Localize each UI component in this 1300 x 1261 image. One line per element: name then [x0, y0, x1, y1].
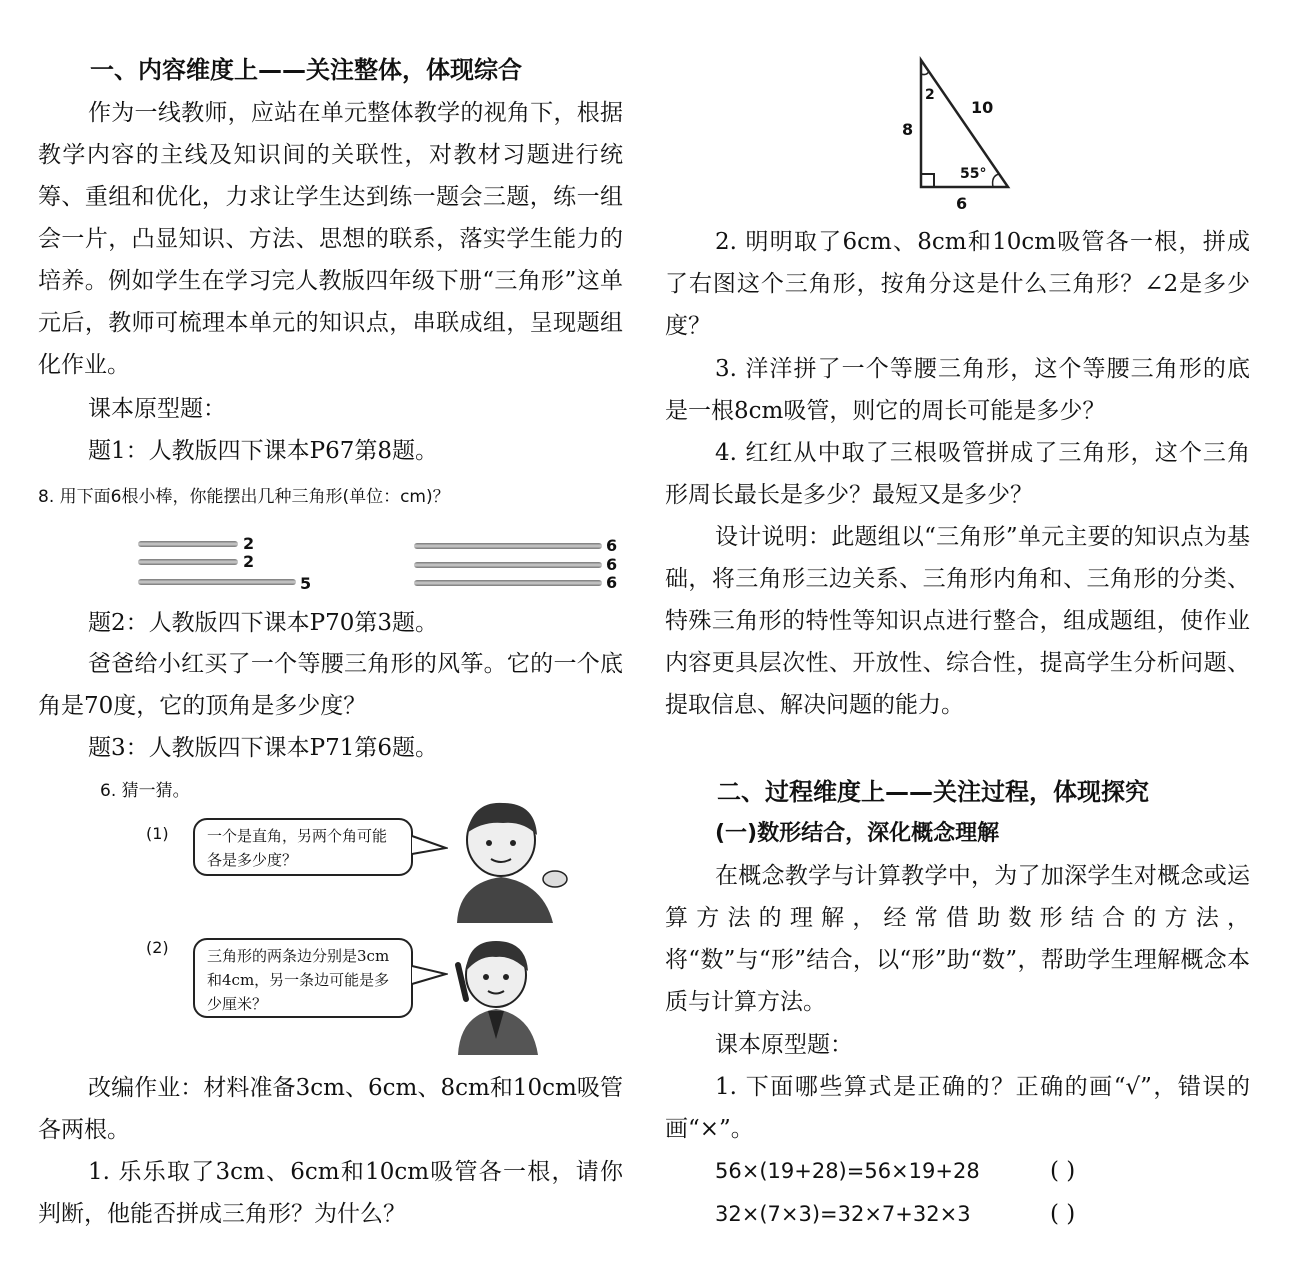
- task-3: 3. 洋洋拼了一个等腰三角形，这个等腰三角形的底是一根8cm吸管，则它的周长可能是多少？: [665, 356, 1250, 424]
- q1-text: 8. 用下面6根小棒，你能摆出几种三角形(单位：cm)？: [38, 487, 450, 507]
- stick-label: 2: [243, 534, 255, 553]
- answer-blank-1[interactable]: ( ): [1050, 1158, 1076, 1184]
- girl-figure-icon: [438, 935, 548, 1055]
- task-2: 2. 明明取了6cm、8cm和10cm吸管各一根，拼成了右图这个三角形，按角分这是什么三角形？∠2是多少度？: [665, 229, 1250, 339]
- stick-6c: [414, 580, 602, 586]
- proto-label: 课本原型题：: [88, 396, 226, 422]
- proto-label-2: 课本原型题：: [715, 1032, 853, 1058]
- stick-label: 5: [300, 574, 312, 593]
- stick-5: [138, 579, 296, 585]
- bubble-number: (1): [146, 824, 169, 843]
- speech-bubble-1: 一个是直角，另两个角可能各是多少度？: [193, 818, 413, 876]
- task-4: 4. 红红从中取了三根吸管拼成了三角形，这个三角形周长最长是多少？最短又是多少？: [665, 440, 1250, 508]
- subheading: (一)数形结合，深化概念理解: [715, 821, 1000, 846]
- equation-1: 56×(19+28)=56×19+28: [715, 1159, 980, 1183]
- adapt-paragraph: 改编作业：材料准备3cm、6cm、8cm和10cm吸管各两根。: [38, 1075, 623, 1143]
- stick-label: 2: [243, 552, 255, 571]
- bubble-tail-icon: [408, 830, 448, 860]
- stick-2b: [138, 559, 238, 565]
- equation-2: 32×(7×3)=32×7+32×3: [715, 1202, 971, 1226]
- stick-label: 6: [606, 536, 618, 555]
- section-heading-2: 二、过程维度上——关注过程，体现探究: [717, 778, 1149, 806]
- concept-paragraph: 在概念教学与计算教学中，为了加深学生对概念或运算方法的理解，经常借助数形结合的方法，将“数”与“形”结合，以“形”助“数”，帮助学生理解概念本质与计算方法。: [665, 863, 1250, 1015]
- answer-blank-2[interactable]: ( ): [1050, 1201, 1076, 1227]
- task-1: 1. 乐乐取了3cm、6cm和10cm吸管各一根，请你判断，他能否拼成三角形？为什么？: [38, 1159, 623, 1227]
- stick-label: 6: [606, 573, 618, 592]
- bubble-number: (2): [146, 938, 169, 957]
- stick-6a: [414, 543, 602, 549]
- stick-6b: [414, 562, 602, 568]
- q3-title: 题3：人教版四下课本P71第6题。: [88, 735, 439, 761]
- speech-bubble-2: 三角形的两条边分别是3cm和4cm，另一条边可能是多少厘米？: [193, 938, 413, 1018]
- intro-paragraph: 作为一线教师，应站在单元整体教学的视角下，根据教学内容的主线及知识间的关联性，对教材习题进行统筹、重组和优化，力求让学生达到练一题会三题，练一组会一片，凸显知识、方法、思想的联系，落实学生能力的培养。例如学生在学习完人教版四年级下册“三角形”这单元后，教师可梳理本单元的知识点，串联成组，呈现题组化作业。: [38, 100, 623, 378]
- task-q1: 1. 下面哪些算式是正确的？正确的画“√”，错误的画“×”。: [665, 1074, 1250, 1142]
- q1-title: 题1：人教版四下课本P67第8题。: [88, 438, 439, 464]
- triangle-side-left: 8: [902, 120, 914, 139]
- section-heading-1: 一、内容维度上——关注整体，体现综合: [90, 56, 522, 84]
- q2-title: 题2：人教版四下课本P70第3题。: [88, 610, 439, 636]
- triangle-angle-2: 2: [925, 87, 935, 103]
- q2-text: 爸爸给小红买了一个等腰三角形的风筝。它的一个底角是70度，它的顶角是多少度？: [38, 651, 623, 719]
- design-note: 设计说明：此题组以“三角形”单元主要的知识点为基础，将三角形三边关系、三角形内角和、三角形的分类、特殊三角形的特性等知识点进行整合，组成题组，使作业内容更具层次性、开放性、综合性，提高学生分析问题、提取信息、解决问题的能力。: [665, 524, 1250, 718]
- triangle-side-bottom: 6: [956, 194, 968, 213]
- stick-2a: [138, 541, 238, 547]
- triangle-side-hyp: 10: [971, 98, 994, 117]
- q3-text: 6. 猜一猜。: [100, 781, 190, 801]
- triangle-angle-55: 55°: [960, 166, 987, 182]
- boy-figure-icon: [443, 795, 573, 925]
- stick-label: 6: [606, 555, 618, 574]
